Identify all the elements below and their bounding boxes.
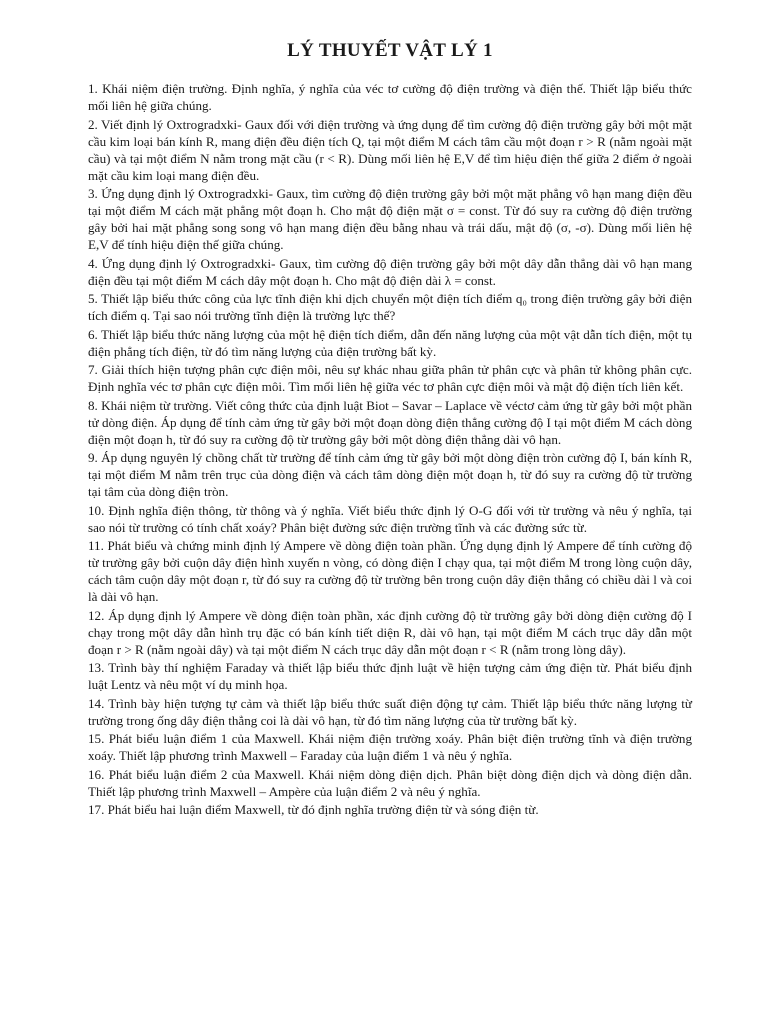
question-3: 3. Ứng dụng định lý Oxtrogradxki- Gaux, tìm cường độ điện trường gây bởi một mặt phẳng vô hạn mang điện đều tại một điểm M cách mặt phẳng một đoạn h. Cho mật độ điện mặt σ = const. Từ đó suy ra cường độ điện trường gây bởi hai mặt phẳng song song vô hạn mang điện đều bằng nhau và trái dấu, mật độ (σ, -σ). Dùng mối liên hệ E,V để tính hiệu điện thế giữa chúng. bbox=[88, 186, 692, 252]
question-9: 9. Áp dụng nguyên lý chồng chất từ trường để tính cảm ứng từ gây bởi một dòng điện tròn cường độ I, bán kính R, tại một điểm M nằm trên trục của dòng điện và cách tâm dòng điện một đoạn h, từ đó suy ra cường độ từ trường tại tâm của dòng điện tròn. bbox=[88, 450, 692, 499]
question-2: 2. Viết định lý Oxtrogradxki- Gaux đối với điện trường và ứng dụng để tìm cường độ điện trường gây bởi một mặt cầu kim loại bán kính R, mang điện đều điện tích Q, tại một điểm M cách tâm cầu một đoạn r > R (nằm ngoài mặt cầu) và tại một điểm N nằm trong mặt cầu (r < R). Dùng mối liên hệ E,V để tìm hiệu điện thế giữa 2 điểm ở ngoài mặt cầu kim loại mang điện đều. bbox=[88, 116, 692, 183]
question-16: 16. Phát biểu luận điểm 2 của Maxwell. Khái niệm dòng điện dịch. Phân biệt dòng điện dịch và dòng điện dẫn. Thiết lập phương trình Maxwell – Ampère của luận điểm 2 và nêu ý nghĩa. bbox=[88, 766, 692, 799]
question-4: 4. Ứng dụng định lý Oxtrogradxki- Gaux, tìm cường độ điện trường gây bởi một dây dẫn thẳng dài vô hạn mang điện đều tại một điểm M cách dây một đoạn h. Cho mật độ điện dài λ = const. bbox=[88, 255, 692, 288]
page-title: LÝ THUYẾT VẬT LÝ 1 bbox=[287, 40, 493, 61]
question-13: 13. Trình bày thí nghiệm Faraday và thiết lập biểu thức định luật về hiện tượng cảm ứng điện từ. Phát biểu định luật Lentz và nêu một ví dụ minh họa. bbox=[88, 660, 692, 692]
question-15: 15. Phát biểu luận điểm 1 của Maxwell. Khái niệm điện trường xoáy. Phân biệt điện trường tĩnh và điện trường xoáy. Thiết lập phương trình Maxwell – Faraday của luận điểm 1 và nêu ý nghĩa. bbox=[88, 731, 692, 763]
question-17: 17. Phát biểu hai luận điểm Maxwell, từ đó định nghĩa trường điện từ và sóng điện từ. bbox=[88, 802, 539, 817]
question-11: 11. Phát biểu và chứng minh định lý Ampere về dòng điện toàn phần. Ứng dụng định lý Ampere để tính cường độ từ trường gây bởi cuộn dây điện hình xuyến n vòng, có dòng điện I chạy qua, tại một điểm M trong lòng cuộn dây, cách tâm cuộn dây một đoạn r, từ đó suy ra cường độ từ trường bên trong cuộn dây điện thẳng có chiều dài l và coi là dài vô hạn. bbox=[88, 538, 692, 604]
question-14: 14. Trình bày hiện tượng tự cảm và thiết lập biểu thức suất điện động tự cảm. Thiết lập biểu thức năng lượng từ trường trong ống dây điện thẳng coi là dài vô hạn, từ đó tìm năng lượng của từ trường bất kỳ. bbox=[88, 695, 692, 728]
question-6: 6. Thiết lập biểu thức năng lượng của một hệ điện tích điểm, dẫn đến năng lượng của một vật dẫn tích điện, một tụ điện phẳng tích điện, từ đó tìm năng lượng của điện trường bất kỳ. bbox=[88, 326, 692, 359]
question-8: 8. Khái niệm từ trường. Viết công thức của định luật Biot – Savar – Laplace về véctơ cảm ứng từ gây bởi một phần tử dòng điện. Áp dụng để tính cảm ứng từ gây bởi một đoạn dòng điện thẳng cường độ I tại một điểm M cách dòng điện một đoạn h, từ đó suy ra cường độ từ trường gây bởi một dòng điện thẳng dài vô hạn. bbox=[88, 397, 692, 447]
question-5: 5. Thiết lập biểu thức công của lực tĩnh điện khi dịch chuyển một điện tích điểm q₀ trong điện trường gây bởi điện tích điểm q. Tại sao nói trường tĩnh điện là trường lực thế? bbox=[88, 291, 692, 323]
question-10: 10. Định nghĩa điện thông, từ thông và ý nghĩa. Viết biểu thức định lý O-G đối với từ trường và nêu ý nghĩa, tại sao nói từ trường có tính chất xoáy? Phân biệt đường sức điện trường tĩnh và các đường sức từ. bbox=[88, 502, 692, 535]
question-12: 12. Áp dụng định lý Ampere về dòng điện toàn phần, xác định cường độ từ trường gây bởi dòng điện cường độ I chạy trong một dây dẫn hình trụ đặc có bán kính tiết diện R, dài vô hạn, tại một điểm M cách trục dây dẫn một đoạn r > R (nằm ngoài dây) và tại một điểm N cách trục dây dẫn một đoạn r < R (nằm trong lòng dây). bbox=[88, 607, 692, 657]
question-7: 7. Giải thích hiện tượng phân cực điện môi, nêu sự khác nhau giữa phân tử phân cực và phân tử không phân cực. Định nghĩa véc tơ phân cực điện môi. Tìm mối liên hệ giữa véc tơ phân cực điện môi và mật độ điện tích liên kết. bbox=[88, 362, 692, 394]
question-list bbox=[88, 80, 692, 818]
question-1: 1. Khái niệm điện trường. Định nghĩa, ý nghĩa của véc tơ cường độ điện trường và điện thế. Thiết lập biểu thức mối liên hệ giữa chúng. bbox=[88, 81, 692, 113]
